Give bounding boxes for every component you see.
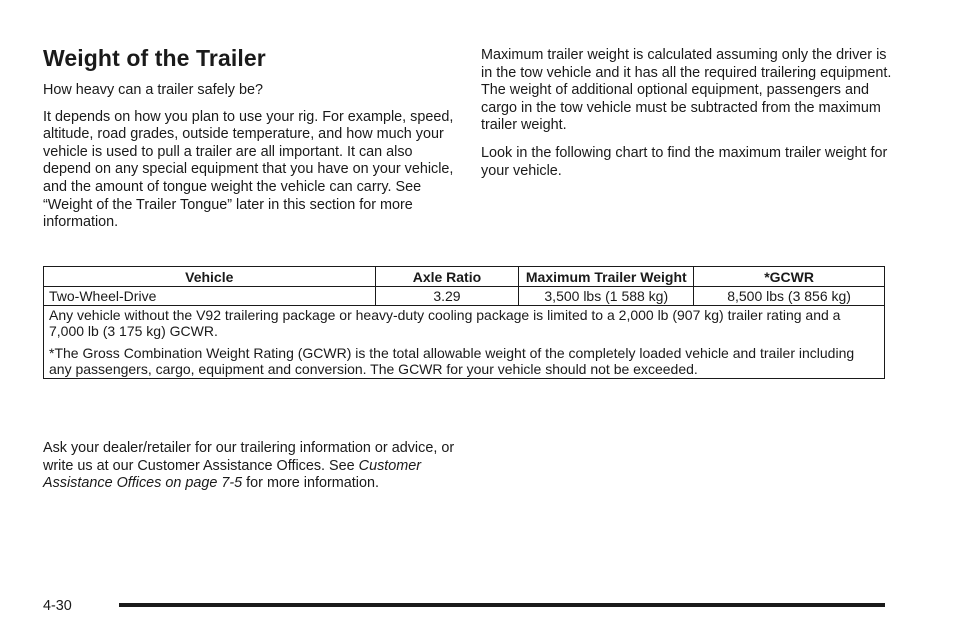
table-note-limitation: Any vehicle without the V92 trailering package or heavy-duty cooling package is limited to a 2,000 lb (907 kg) trailer rating and a 7,000 lb (3 175 kg) GCWR. bbox=[49, 307, 841, 339]
chart-intro-paragraph: Look in the following chart to find the maximum trailer weight for your vehicle. bbox=[481, 144, 888, 179]
advice-text: Ask your dealer/retailer for our trailering information or advice, or write us at our Customer Assistance Offices. See bbox=[43, 440, 455, 474]
header-max-trailer-weight: Maximum Trailer Weight bbox=[519, 267, 694, 287]
cell-gcwr: 8,500 lbs (3 856 kg) bbox=[694, 287, 885, 306]
left-column bbox=[43, 44, 463, 241]
page-number: 4-30 bbox=[43, 598, 72, 614]
bottom-paragraph-block bbox=[43, 440, 463, 493]
section-heading: Weight of the Trailer bbox=[43, 45, 266, 71]
cell-max-trailer-weight: 3,500 lbs (1 588 kg) bbox=[519, 287, 694, 306]
cell-axle-ratio: 3.29 bbox=[375, 287, 519, 306]
header-gcwr: *GCWR bbox=[694, 267, 885, 287]
cell-vehicle: Two-Wheel-Drive bbox=[44, 287, 376, 306]
header-vehicle: Vehicle bbox=[44, 267, 376, 287]
table-note-gcwr-definition: *The Gross Combination Weight Rating (GCWR) is the total allowable weight of the completely loaded vehicle and trailer including any passengers, cargo, equipment and conversion. The GCWR for your vehicle should not be exceeded. bbox=[49, 345, 855, 377]
notes-cell bbox=[44, 306, 885, 379]
trailer-weight-table bbox=[43, 266, 885, 379]
advice-text-end: for more information. bbox=[242, 475, 379, 492]
explanation-paragraph: It depends on how you plan to use your rig. For example, speed, altitude, road grades, outside temperature, and how much your vehicle is used to pull a trailer are all important. It can also depend on any special equipment that you have on your vehicle, and the amount of tongue weight the vehicle can carry. See “Weight of the Trailer Tongue” later in this section for more information. bbox=[43, 108, 454, 231]
customer-assistance-reference: Customer Assistance Offices on page 7-5 bbox=[43, 457, 422, 492]
dealer-advice-paragraph bbox=[43, 440, 463, 493]
table-header-row bbox=[44, 267, 885, 287]
question-paragraph: How heavy can a trailer safely be? bbox=[43, 82, 263, 98]
right-column bbox=[481, 47, 901, 190]
table-row bbox=[44, 287, 885, 306]
table-notes-row bbox=[44, 306, 885, 379]
calculation-paragraph: Maximum trailer weight is calculated assuming only the driver is in the tow vehicle and it has all the required trailering equipment. The weight of additional optional equipment, passengers and cargo in the tow vehicle must be subtracted from the maximum trailer weight. bbox=[481, 47, 892, 134]
footer-rule bbox=[119, 603, 885, 607]
header-axle-ratio: Axle Ratio bbox=[375, 267, 519, 287]
